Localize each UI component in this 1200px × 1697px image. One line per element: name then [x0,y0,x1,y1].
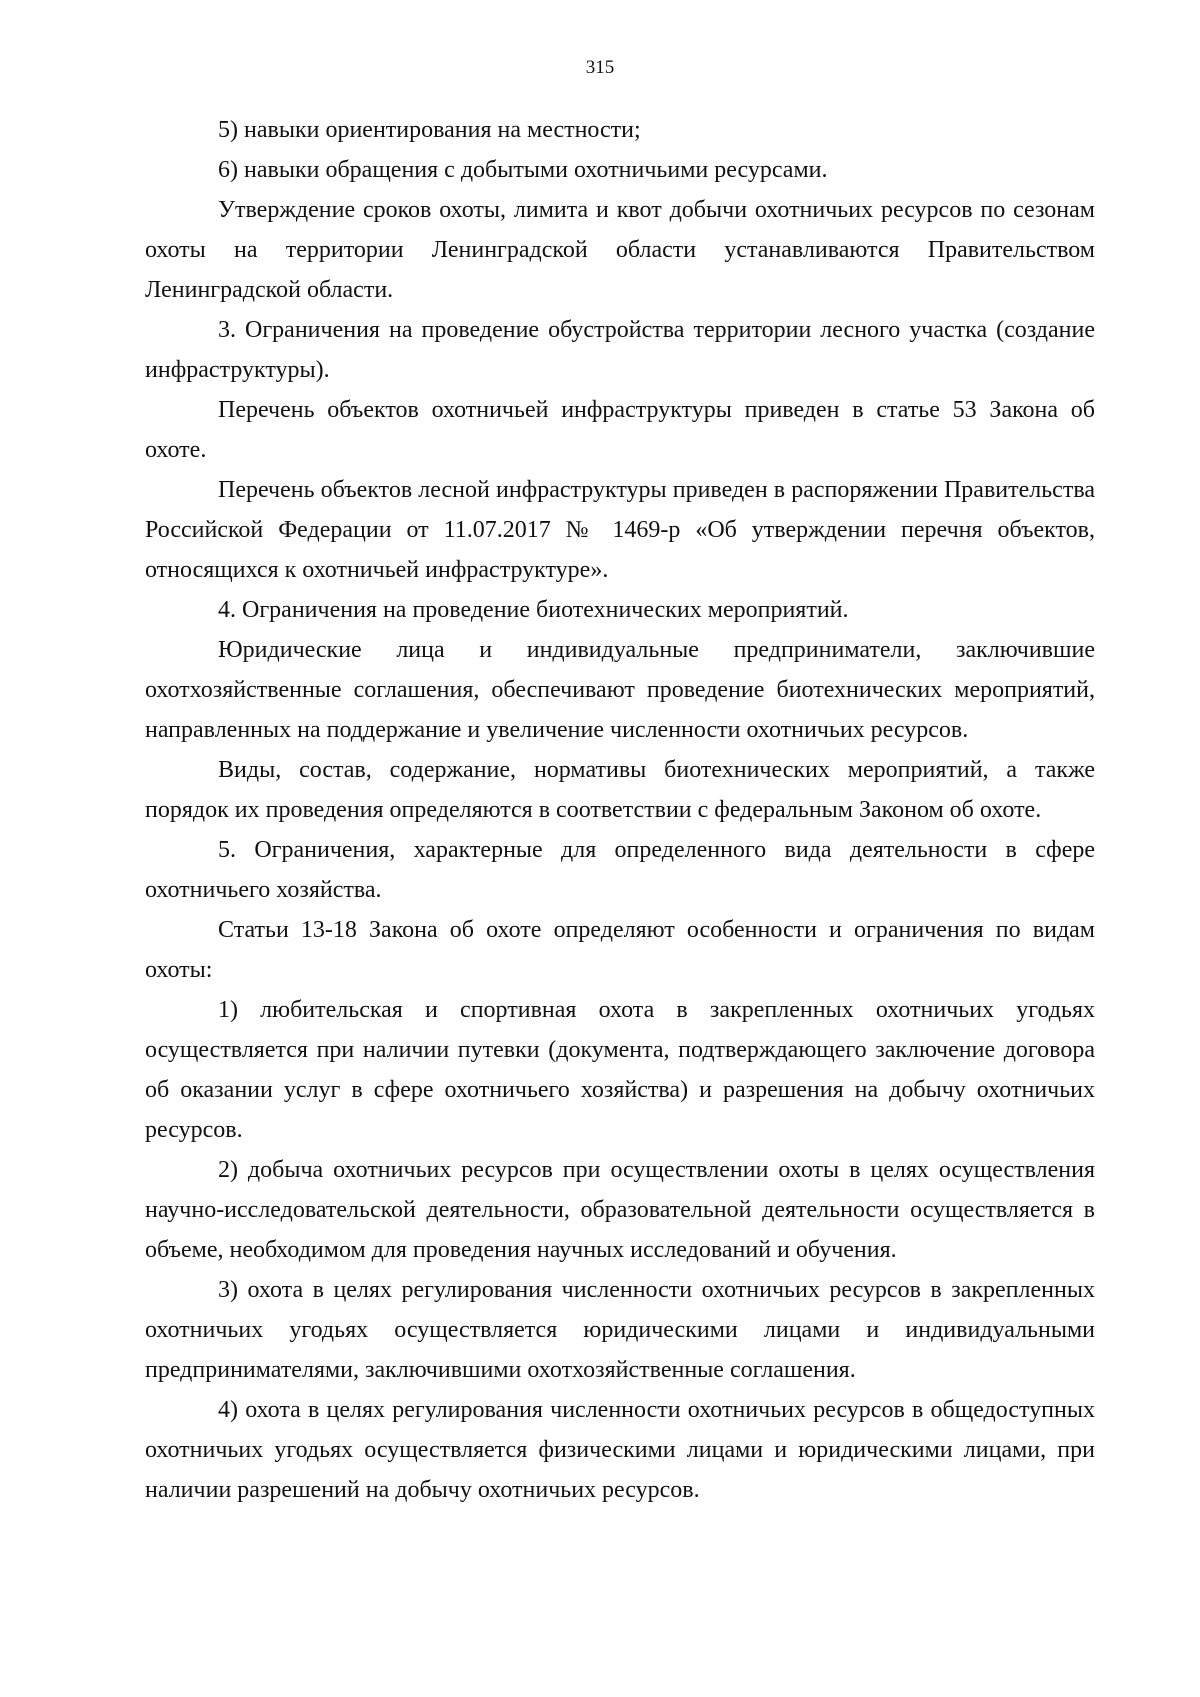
paragraph: Юридические лица и индивидуальные предприниматели, заключившие охотхозяйственные соглашения, обеспечивают проведение биотехнических мероприятий, направленных на поддержание и увеличение численности охотничьих ресурсов. [145,637,1095,743]
page-number: 315 [585,57,615,78]
section-heading: 4. Ограничения на проведение биотехнических мероприятий. [218,597,849,623]
paragraph: 5) навыки ориентирования на местности; [218,117,641,143]
list-item: 3) охота в целях регулирования численности охотничьих ресурсов в закрепленных охотничьих угодьях осуществляется юридическими лицами и индивидуальными предпринимателями, заключившими охотхозяйственные соглашения. [145,1277,1095,1383]
paragraph: Виды, состав, содержание, нормативы биотехнических мероприятий, а также порядок их проведения определяются в соответствии с федеральным Законом об охоте. [145,757,1095,823]
section-heading: 3. Ограничения на проведение обустройства территории лесного участка (создание инфраструктуры). [145,317,1095,383]
list-item: 2) добыча охотничьих ресурсов при осуществлении охоты в целях осуществления научно-исследовательской деятельности, образовательной деятельности осуществляется в объеме, необходимом для проведения научных исследований и обучения. [145,1157,1095,1263]
paragraph: 6) навыки обращения с добытыми охотничьими ресурсами. [218,157,828,183]
list-item: 1) любительская и спортивная охота в закрепленных охотничьих угодьях осуществляется при наличии путевки (документа, подтверждающего заключение договора об оказании услуг в сфере охотничьего хозяйства) и разрешения на добычу охотничьих ресурсов. [145,997,1095,1143]
paragraph: Перечень объектов лесной инфраструктуры приведен в распоряжении Правительства Российской Федерации от 11.07.2017 № 1469-р «Об утверждении перечня объектов, относящихся к охотничьей инфраструктуре». [145,477,1095,583]
document-body [145,110,1095,1510]
section-heading: 5. Ограничения, характерные для определенного вида деятельности в сфере охотничьего хозяйства. [145,837,1095,903]
paragraph: Статьи 13-18 Закона об охоте определяют особенности и ограничения по видам охоты: [145,917,1095,983]
paragraph: Перечень объектов охотничьей инфраструктуры приведен в статье 53 Закона об охоте. [145,397,1095,463]
paragraph: Утверждение сроков охоты, лимита и квот добычи охотничьих ресурсов по сезонам охоты на территории Ленинградской области устанавливаются Правительством Ленинградской области. [145,197,1095,303]
list-item: 4) охота в целях регулирования численности охотничьих ресурсов в общедоступных охотничьих угодьях осуществляется физическими лицами и юридическими лицами, при наличии разрешений на добычу охотничьих ресурсов. [145,1397,1095,1503]
